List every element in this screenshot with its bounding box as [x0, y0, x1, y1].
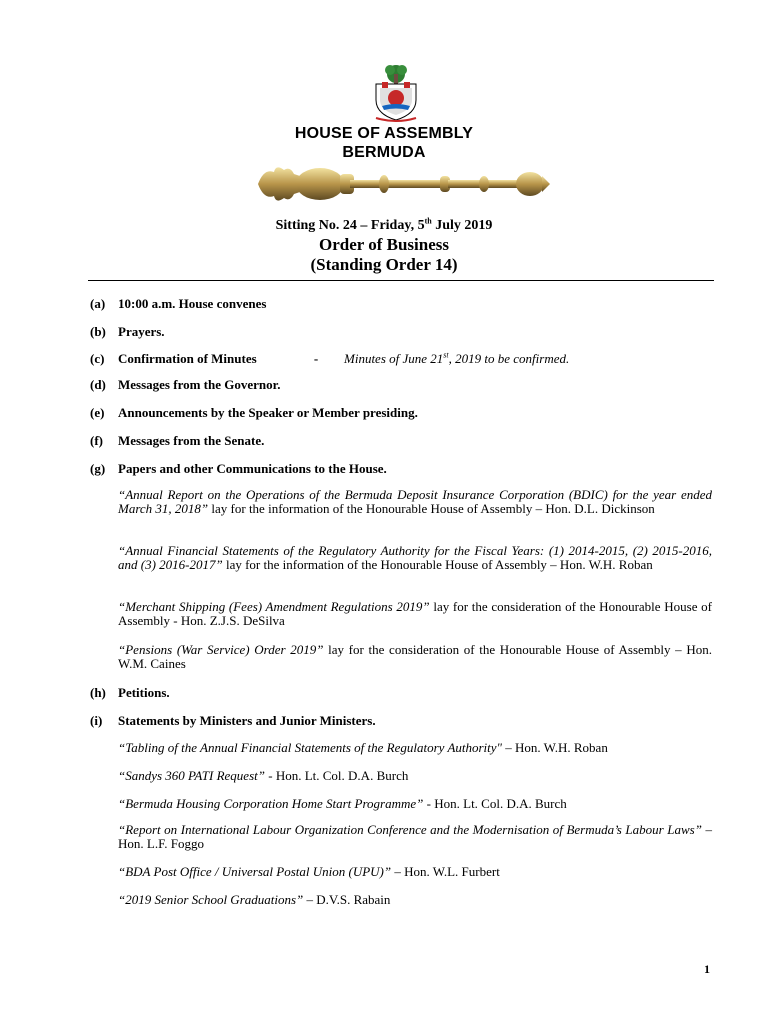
statement-entry: “Report on International Labour Organization Conference and the Modernisation of Bermuda’s Labour Laws” – Hon. L.F. Foggo	[118, 822, 712, 851]
house-of-assembly-title: HOUSE OF ASSEMBLY	[294, 125, 474, 142]
statement-entry: “Bermuda Housing Corporation Home Start Programme” - Hon. Lt. Col. D.A. Burch	[118, 796, 567, 811]
agenda-item-i: (i) Statements by Ministers and Junior Ministers.	[90, 713, 376, 728]
agenda-item-a: (a) 10:00 a.m. House convenes	[90, 296, 267, 311]
standing-order-heading: (Standing Order 14)	[310, 255, 458, 274]
agenda-item-g: (g) Papers and other Communications to the House.	[90, 461, 387, 476]
agenda-item-c: (c) Confirmation of Minutes - Minutes of June 21st, 2019 to be confirmed.	[90, 350, 570, 366]
page-number: 1	[704, 962, 710, 976]
ceremonial-mace-image	[254, 162, 552, 204]
order-of-business-heading: Order of Business	[318, 235, 450, 254]
agenda-item-e: (e) Announcements by the Speaker or Member presiding.	[90, 405, 418, 420]
statement-entry: “Sandys 360 PATI Request” - Hon. Lt. Col. D.A. Burch	[118, 768, 409, 783]
paper-entry: “Pensions (War Service) Order 2019” lay for the consideration of the Honourable House of Assembly – Hon. W.M. Caines	[118, 642, 712, 671]
statement-entry: “Tabling of the Annual Financial Statements of the Regulatory Authority" – Hon. W.H. Roban	[118, 740, 608, 755]
statement-entry: “BDA Post Office / Universal Postal Union (UPU)” – Hon. W.L. Furbert	[118, 864, 500, 879]
paper-entry: “Annual Report on the Operations of the Bermuda Deposit Insurance Corporation (BDIC) for the year ended March 31, 2018” lay for the information of the Honourable House of Assembly – Hon. D.L. Dickinson	[118, 487, 712, 516]
paper-entry: “Merchant Shipping (Fees) Amendment Regulations 2019” lay for the consideration of the Honourable House of Assembly - Hon. Z.J.S. DeSilva	[118, 599, 712, 628]
agenda-item-b: (b) Prayers.	[90, 324, 165, 339]
agenda-item-f: (f) Messages from the Senate.	[90, 433, 265, 448]
bermuda-coat-of-arms-logo	[372, 60, 420, 122]
agenda-item-d: (d) Messages from the Governor.	[90, 377, 281, 392]
statement-entry: “2019 Senior School Graduations” – D.V.S. Rabain	[118, 892, 391, 907]
header-divider	[88, 280, 714, 281]
agenda-item-h: (h) Petitions.	[90, 685, 170, 700]
minutes-note: Minutes of June 21st, 2019 to be confirmed.	[344, 350, 570, 366]
bermuda-title: BERMUDA	[342, 144, 426, 161]
sitting-line: Sitting No. 24 – Friday, 5th July 2019	[275, 216, 493, 233]
paper-entry: “Annual Financial Statements of the Regulatory Authority for the Fiscal Years: (1) 2014-2015, (2) 2015-2016, and (3) 2016-2017” lay for the information of the Honourable House of Assembly – Hon. W.H. Roban	[118, 543, 712, 572]
